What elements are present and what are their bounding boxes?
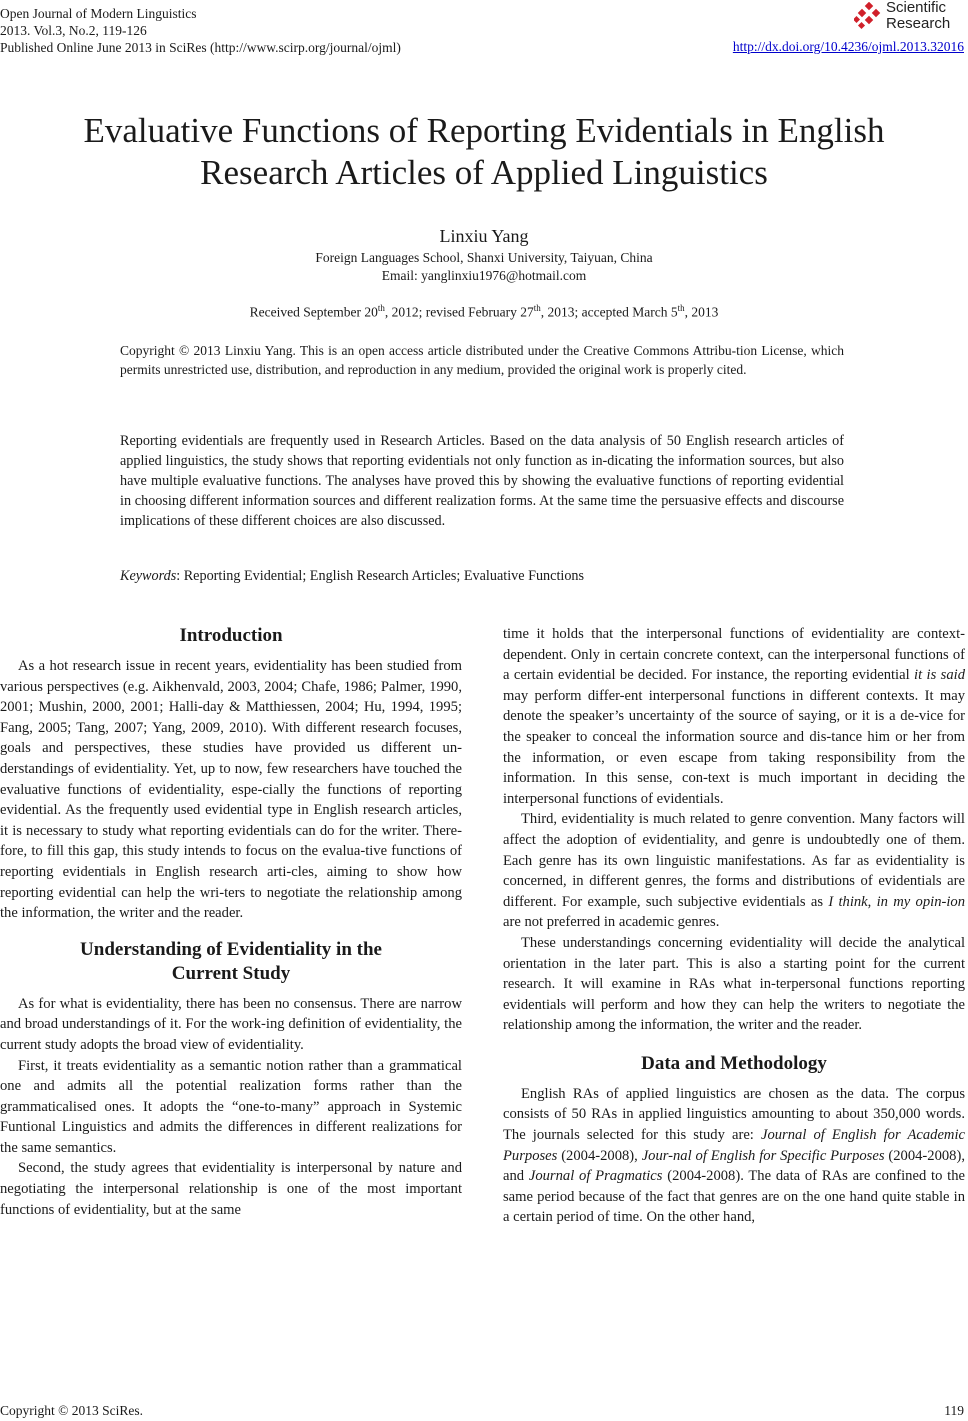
emphasis: I think <box>828 893 868 910</box>
text-span: (2004-2008). The data of RAs are confined to the same period because of the fact that genres are on the one hand quite stable in a certain period of time. On the other hand, <box>503 1168 965 1226</box>
title-line-1: Evaluative Functions of Reporting Evidentials in English <box>83 111 885 150</box>
page-number: 119 <box>944 1403 964 1418</box>
understanding-heading-line-1: Understanding of Evidentiality in the <box>80 938 382 960</box>
logo-line-1: Scientific <box>886 0 947 16</box>
article-title <box>0 110 968 194</box>
emphasis: Jour-nal of English for Specific Purposes <box>641 1147 885 1164</box>
text-span: (2004-2008), and <box>503 1147 965 1185</box>
data-paragraph-1 <box>503 1084 965 1228</box>
emphasis: in my opin-ion <box>876 893 966 910</box>
footer-copyright: Copyright © 2013 SciRes. <box>0 1403 144 1418</box>
author-affiliation: Foreign Languages School, Shanxi University, Taiyuan, China <box>315 250 653 265</box>
understanding-paragraph-2: First, it treats evidentiality as a semantic notion rather than a grammatical one and admits all the potential realization forms rather than the grammaticalised ones. It adopts the “one-to-many” approach in Systemic Funtional Linguistics and admits the differences in different realizations for the same semantics. <box>0 1057 462 1156</box>
text-span: may perform differ-ent interpersonal functions in different contexts. It may denote the speaker’s uncertainty of the source of saying, or it is a de-vice for the speaker to conceal the information source and dis-tance him or her from the information, or even escape from taking responsibility from the information. In this sense, con-text is much important in deciding the interpersonal functions of evidentials. <box>503 687 965 807</box>
logo-diamond-icon <box>854 2 884 32</box>
keywords <box>120 568 844 585</box>
left-column <box>0 624 462 1220</box>
right-paragraph-3: These understandings concerning evidentiality will decide the analytical orientation in the later part. This is also a starting point for the current research. It will examine in RAs what in-terpersonal functions reporting evidentials will perform and how they can help the writers to negotiate the relationship among the information, the writer and the reader. <box>503 934 965 1034</box>
understanding-paragraph-1: As for what is evidentiality, there has been no consensus. There are narrow and broad understandings of it. For the work-ing definition of evidentiality, the current study adopts the broad view of evidentiality. <box>0 995 462 1053</box>
received-dates <box>0 303 968 321</box>
section-heading-understanding <box>0 938 462 986</box>
accepted-text: , 2013; accepted March 5 <box>540 304 678 320</box>
text-span: , <box>867 893 877 910</box>
doi-link[interactable]: http://dx.doi.org/10.4236/ojml.2013.32016 <box>732 39 964 54</box>
section-heading-introduction: Introduction <box>179 625 283 646</box>
right-paragraph-2 <box>503 809 965 933</box>
received-text: Received September 20 <box>249 304 378 320</box>
text-span: time it holds that the interpersonal functions of evidentiality are context-dependent. Only in certain concrete context, can the interpersonal functions of a certain evidential be decided. For instance, the reporting evidential <box>503 626 965 684</box>
scientific-research-logo <box>854 0 964 40</box>
revised-text: , 2012; revised February 27 <box>384 304 534 320</box>
page-header <box>0 0 968 64</box>
section-heading-data-methodology: Data and Methodology <box>641 1052 827 1074</box>
author-name: Linxiu Yang <box>439 226 529 246</box>
text-span: Third, evidentiality is much related to genre convention. Many factors will affect the adoption of evidentiality, and genre is undoubtedly one of them. Each genre has its own linguistic manifestations. As far as evidentiality is concerned, in different genres, the forms and distributions of evidentials are different. For example, such subjective evidentials as <box>503 811 965 910</box>
logo-line-2: Research <box>886 15 951 32</box>
understanding-paragraph-3: Second, the study agrees that evidentiality is interpersonal by nature and negotiating the interpersonal relationship is one of the most important functions of evidentiality, but at the same <box>0 1160 462 1218</box>
right-paragraph-1 <box>503 624 965 809</box>
journal-volume: 2013. Vol.3, No.2, 119-126 <box>0 23 147 38</box>
keywords-label: Keywords <box>120 568 177 584</box>
copyright-notice: Copyright © 2013 Linxiu Yang. This is an open access article distributed under the Creative Commons Attribu-tion License, which permits unrestricted use, distribution, and reproduction in any medium, provided the original work is properly cited. <box>120 343 844 377</box>
revised-sup: th <box>533 303 541 313</box>
accepted-year: , 2013 <box>684 304 719 320</box>
intro-paragraph-1: As a hot research issue in recent years, evidentiality has been studied from various perspectives (e.g. Aikhenvald, 2003, 2004; Chafe, 1986; Palmer, 1990, 2001; Mushin, 2000, 2001; Halli-day & Matthiessen, 2004; Hu, 1994, 1995; Fang, 2005; Tang, 2007; Yang, 2009, 2010). With different research focuses, goals and perspectives, these studies have provided us different un-derstandings of evidentiality. Yet, up to now, few researchers have touched the evaluative functions of evidentiality, espe-cially the functions of reporting evidential. As the frequently used evidential type in English research articles, it is necessary to study what reporting evidentials can do for the writer. There-fore, to fill this gap, this study intends to focus on the evalua-tive functions of reporting evidentials in English research arti-cles, aiming to show how reporting evidential can help the wri-ters to negotiate the relationship among the information, the writer and the reader. <box>0 658 462 922</box>
abstract: Reporting evidentials are frequently used in Research Articles. Based on the data analysis of 50 English research articles of applied linguistics, the study shows that reporting evidentials not only function as in-dicating the information sources, but also have multiple evaluative functions. The analyses have proved this by showing the evaluative functions of reporting evidential in choosing different information sources and different realization forms. At the same time the persuasive effects and discourse implications of these different choices are also discussed. <box>120 433 844 529</box>
published-online: Published Online June 2013 in SciRes (http://www.scirp.org/journal/ojml) <box>0 40 401 55</box>
emphasis: Journal of English for Academic Purposes <box>503 1127 965 1164</box>
right-column <box>503 624 965 1228</box>
journal-name: Open Journal of Modern Linguistics <box>0 6 197 21</box>
text-span: English RAs of applied linguistics are chosen as the data. The corpus consists of 50 RAs in applied linguistics amounting to about 350,000 words. The journals selected for this study are: <box>503 1085 965 1144</box>
accepted-sup: th <box>677 303 685 313</box>
title-line-2: Research Articles of Applied Linguistics <box>200 153 768 192</box>
emphasis: it is said <box>914 667 966 684</box>
emphasis: Journal of Pragmatics <box>528 1168 663 1185</box>
logo-text <box>886 0 950 32</box>
received-sup: th <box>377 303 385 313</box>
text-span: are not preferred in academic genres. <box>503 914 720 931</box>
keywords-text: : Reporting Evidential; English Research Articles; Evaluative Functions <box>176 568 585 584</box>
author-email: Email: yanglinxiu1976@hotmail.com <box>381 268 587 283</box>
text-span: (2004-2008), <box>557 1147 642 1164</box>
understanding-heading-line-2: Current Study <box>171 962 291 984</box>
